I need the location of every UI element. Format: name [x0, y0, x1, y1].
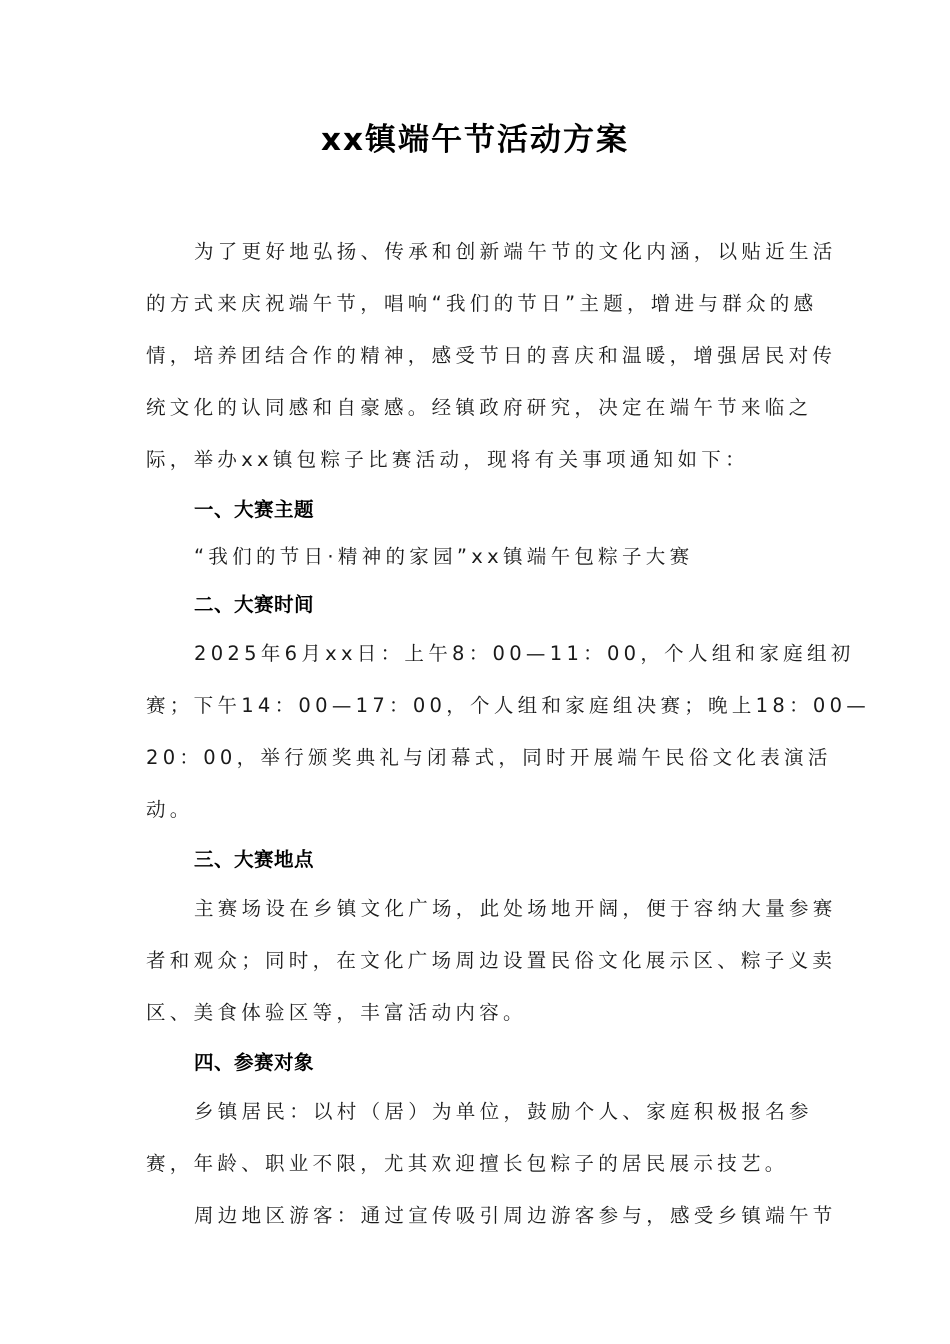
document-body: [146, 226, 871, 1242]
body-line: 情，培养团结合作的精神，感受节日的喜庆和温暖，增强居民对传: [146, 344, 837, 367]
section-heading-location: 三、大赛地点: [194, 848, 315, 871]
body-line: 20：00，举行颁奖典礼与闭幕式，同时开展端午民俗文化表演活: [146, 746, 832, 769]
body-line: “我们的节日·精神的家园”xx镇端午包粽子大赛: [194, 545, 694, 568]
document-title: xx镇端午节活动方案: [321, 122, 629, 158]
body-line: 赛，年龄、职业不限，尤其欢迎擅长包粽子的居民展示技艺。: [146, 1152, 789, 1175]
body-line: 区、美食体验区等，丰富活动内容。: [146, 1001, 527, 1024]
body-line: 为了更好地弘扬、传承和创新端午节的文化内涵，以贴近生活: [194, 240, 837, 263]
section-heading-participants: 四、参赛对象: [194, 1051, 315, 1074]
section-heading-time: 二、大赛时间: [194, 593, 315, 616]
body-line: 际，举办xx镇包粽子比赛活动，现将有关事项通知如下：: [146, 448, 749, 471]
body-line: 2025年6月xx日：上午8：00—11：00，个人组和家庭组初: [194, 642, 855, 665]
body-line: 者和观众；同时，在文化广场周边设置民俗文化展示区、粽子义卖: [146, 949, 837, 972]
body-line: 周边地区游客：通过宣传吸引周边游客参与，感受乡镇端午节: [194, 1204, 837, 1227]
body-line: 乡镇居民：以村（居）为单位，鼓励个人、家庭积极报名参: [194, 1100, 813, 1123]
body-line: 的方式来庆祝端午节，唱响“我们的节日”主题，增进与群众的感: [146, 292, 818, 315]
body-line: 动。: [146, 798, 194, 821]
body-line: 主赛场设在乡镇文化广场，此处场地开阔，便于容纳大量参赛: [194, 897, 837, 920]
body-line: 赛；下午14：00—17：00，个人组和家庭组决赛；晚上18：00—: [146, 694, 871, 717]
section-heading-theme: 一、大赛主题: [194, 498, 315, 521]
body-line: 统文化的认同感和自豪感。经镇政府研究，决定在端午节来临之: [146, 396, 813, 419]
